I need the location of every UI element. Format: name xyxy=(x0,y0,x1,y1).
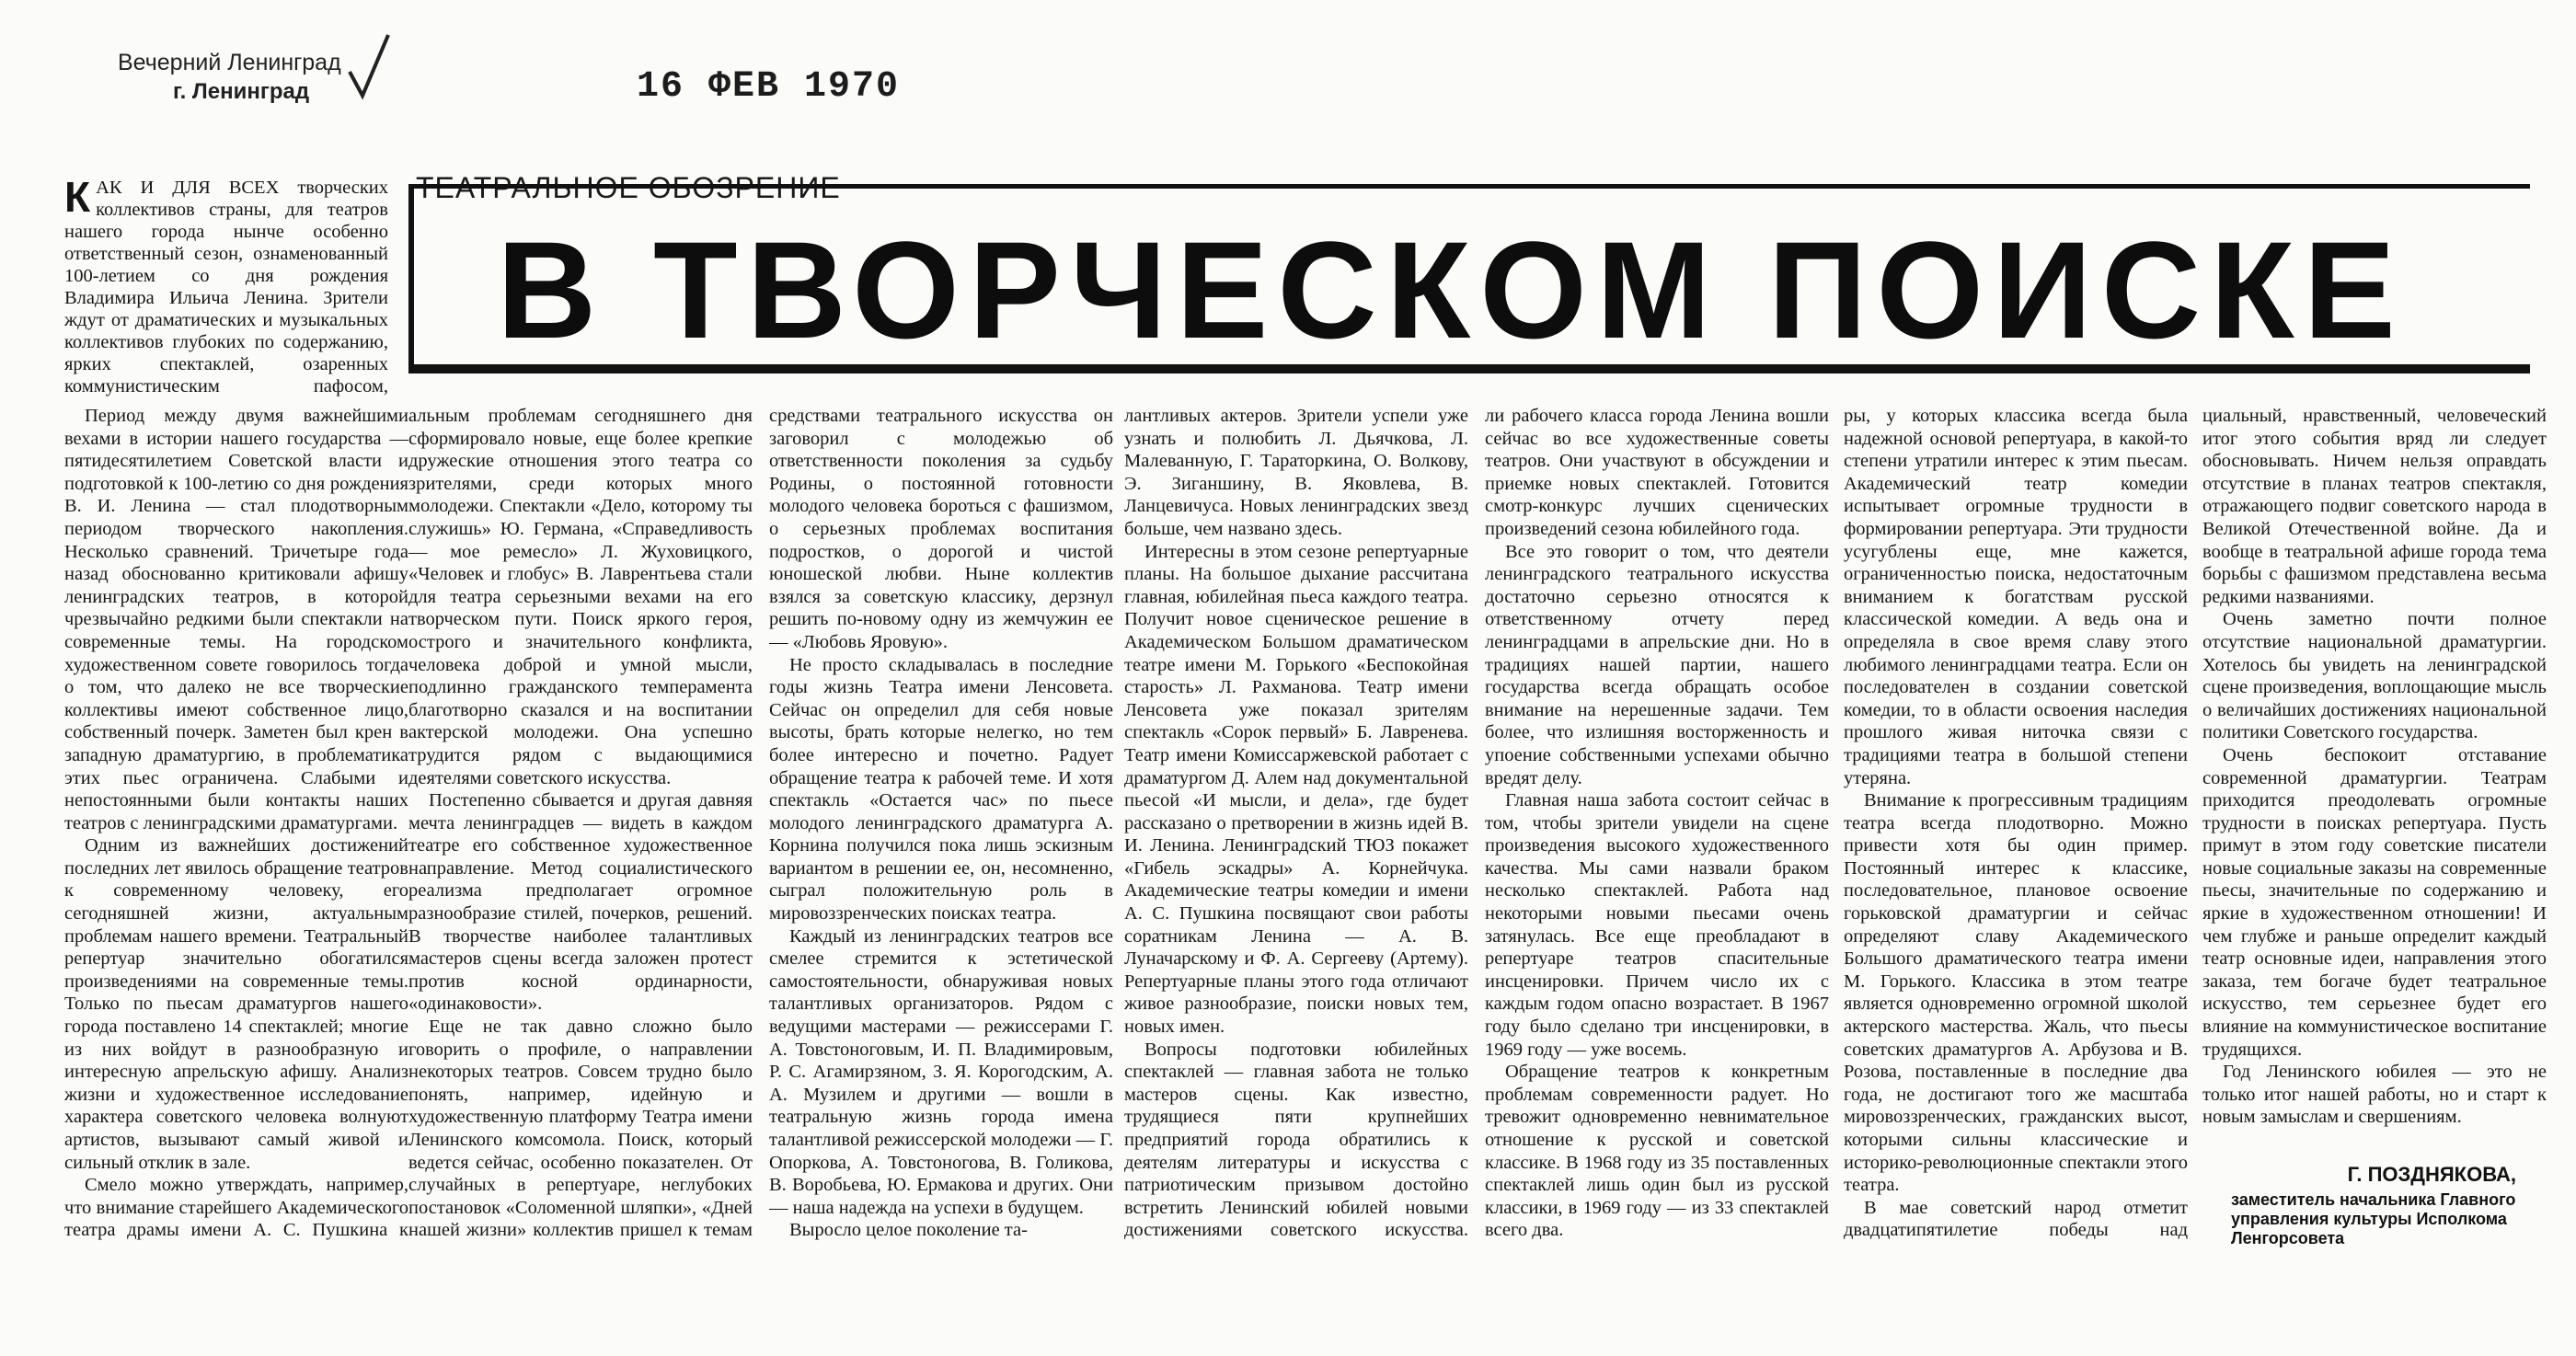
headline-left-bar xyxy=(408,184,414,373)
paragraph: Очень заметно почти полное отсутствие национальной драматургии. Хотелось бы увидеть на ленинградской сцене произведения, воплощающие мысль о величайших достижениях национальной политики Советского государства. xyxy=(2202,609,2547,743)
check-mark-icon xyxy=(346,31,392,101)
author-name: Г. ПОЗДНЯКОВА, xyxy=(2347,1163,2516,1186)
article-column-7 xyxy=(2202,405,2547,1154)
source-city: г. Ленинград xyxy=(173,79,310,104)
author-role: заместитель начальника Главного управления культуры Исполкома Ленгорсовета xyxy=(2231,1190,2516,1247)
paragraph: ли рабочего класса города Ленина вошли сейчас во все художественные советы театров. Они участвуют в обсуждении и приемке новых спектаклей. Готовится смотр-конкурс лучших сценических произведений сезона юбилейного года. xyxy=(1485,406,1829,539)
paragraph: В мае советский народ отметит двадцатипятилетие победы над xyxy=(1844,1197,2188,1241)
article-column-2 xyxy=(408,405,753,1242)
paragraph: Еще не так давно сложно было говорить о профиле, о направлении некоторых театров. Совсем трудно было понять, например, идейную и художественную платформу Театра имени Ленинского комсомола. Поиск, который ведется сейчас, особенно показателен. От случайных в репертуаре, неглубоких постановок «Соломенной шляпки», «Дней нашей жизни» коллектив пришел к темам xyxy=(408,1017,753,1241)
paragraph: Каждый из ленинградских театров все смелее стремится к эстетической самостоятельности, обнаруживая новых талантливых организаторов. Рядом с ведущими мастерами — режиссерами Г. А. Товстоноговым, И. П. Владимировым, Р. С. Агамирзяном, З. Я. Корогодским, А. А. Музилем и другими — вошли в театральную жизнь города имена талантливой режиссерской молодежи — Г. Опоркова, А. Товстоногова, В. Голикова, В. Воробьева, Ю. Ермакова и других. Они — наша надежда на успехи в будущем. xyxy=(769,925,1113,1218)
paragraph: Период между двумя важнейшими вехами в истории нашего государства — пятидесятилетием Советской власти и подготовкой к 100-летию со дня рождения В. И. Ленина — стал плодотворным периодом творческого накопления. Несколько сравнений. Тричетыре года назад обоснованно критиковали афишу ленинградских театров, в которой чрезвычайно редкими были спектакли на современные темы. На городском художественном совете говорилось тогда о том, что далеко не все творческие коллективы имеют собственное лицо, собственный почерк. Заметен был крен в западную драматургию, в проблематика этих пьес ограничена. Слабыми и непостоянными были контакты наших театров с ленинградскими драматургами. xyxy=(64,406,408,833)
paragraph: Не просто складывалась в последние годы жизнь Театра имени Ленсовета. Сейчас он определил для себя новые высоты, брать которые нелегко, но тем более интересно и почетно. Радует обращение театра к рабочей теме. И хотя спектакль «Остается час» по пьесе молодого ленинградского драматурга А. Корнина получился пока лишь эскизным вариантом в решении ее, он, несомненно, сыграл положительную роль в мировоззренческих поисках театра. xyxy=(769,654,1113,925)
paragraph: Главная наша забота состоит сейчас в том, чтобы зрители увидели на сцене произведения высокого художественного качества. Мы сами назвали браком несколько спектаклей. Работа над некоторыми новыми пьесами очень затянулась. Все еще преобладают в репертуаре театров спасительные инсценировки. Причем число их с каждым годом опасно возрастает. В 1967 году было сделано три инсценировки, в 1969 году — уже восемь. xyxy=(1485,790,1829,1060)
paragraph: средствами театрального искусства он заговорил с молодежью об ответственности поколения за судьбу Родины, о постоянной готовности молодого человека бороться с фашизмом, о серьезных проблемах воспитания подростков, о дорогой и чистой юношеской любви. Ныне коллектив взялся за советскую классику, дерзнул решить по-новому одну из жемчужин ее — «Любовь Яровую». xyxy=(769,406,1113,652)
article-headline: В ТВОРЧЕСКОМ ПОИСКЕ xyxy=(497,221,2405,359)
paragraph: Интересны в этом сезоне репертуарные планы. На большое дыхание рассчитана главная, юбилейная пьеса каждого театра. Получит новое сценическое решение в Академическом Большом драматическом театре имени М. Горького «Беспокойная старость» Л. Рахманова. Театр имени Ленсовета уже показал зрителям спектакль «Сорок первый» Б. Лавренева. Театр имени Комиссаржевской работает с драматургом Д. Алем над документальной пьесой «И мысли, и дела», где будет рассказано о претворении в жизнь идей В. И. Ленина. Ленинградский ТЮЗ покажет «Гибель эскадры» А. Корнейчука. Академические театры комедии и имени А. С. Пушкина посвящают свои работы соратникам Ленина — А. В. Луначарскому и Ф. А. Сергееву (Артему). Репертуарные планы этого года отличают живое разнообразие, поиски новых тем, новых имен. xyxy=(1124,541,1468,1038)
paragraph: Постепенно сбывается и другая давняя мечта ленинградцев — видеть в каждом театре его собственное художественное направление. Метод социалистического реализма предполагает огромное разнообразие стилей, почерков, решений. В творчестве наиболее талантливых мастеров сцены всегда заложен протест против косной ординарности, «одинаковости». xyxy=(408,790,753,1015)
article-column-1 xyxy=(64,405,408,1242)
paragraph: Год Ленинского юбилея — это не только итог нашей работы, но и старт к новым замыслам и свершениям. xyxy=(2202,1062,2547,1128)
article-column-6 xyxy=(1844,405,2188,1242)
paragraph: Выросло целое поколение та- xyxy=(789,1220,1028,1241)
headline-bottom-rule xyxy=(408,364,2530,373)
paragraph: Одним из важнейших достижений последних лет явилось обращение театров к современному человеку, его сегодняшней жизни, актуальным проблемам нашего времени. Театральный репертуар значительно обогатился произведениями на современные темы. Только по пьесам драматургов нашего города поставлено 14 спектаклей; многие из них войдут в разнообразную и интересную апрельскую афишу. Анализ жизни и художественное исследование характера советского человека волнуют артистов, вызывают самый живой и сильный отклик в зале. xyxy=(64,835,408,1173)
article-lead xyxy=(64,177,388,399)
paragraph: Все это говорит о том, что деятели ленинградского театрального искусства достаточно серьезно относятся к ответственному отчету перед ленинградцами в апрельские дни. Но в традициях нашей партии, нашего государства всегда обращать особое внимание на нерешенные задачи. Тем более, что излишняя восторженность и упоение собственными успехами обычно вредят делу. xyxy=(1485,541,1829,788)
paragraph: лантливых актеров. Зрители успели уже узнать и полюбить Л. Дьячкова, Л. Малеванную, Г. Тараторкина, О. Волкову, Э. Зиганшину, В. Яковлева, В. Ланцевичуса. Новых ленинградских звезд больше, чем названо здесь. xyxy=(1124,406,1468,539)
date-stamp: 16 ФЕВ 1970 xyxy=(637,66,901,108)
paragraph: Очень беспокоит отставание современной драматургии. Театрам приходится преодолевать огромные трудности в поисках репертуара. Пусть примут в этом году советские писатели новые социальные заказы на современные пьесы, значительные по содержанию и яркие в художественном отношении! И чем глубже и раньше определит каждый театр основные идеи, направления этого заказа, тем богаче будет театральное искусство, тем серьезнее будет его влияние на коммунистическое воспитание трудящихся. xyxy=(2202,744,2547,1060)
article-column-5 xyxy=(1485,405,1829,1242)
paragraph: Обращение театров к конкретным проблемам современности радует. Но тревожит одновременно невнимательное отношение к русской и советской классике. В 1968 году из 35 поставленных спектаклей лишь один был из русской классики, в 1969 году — из 33 спектаклей всего два. xyxy=(1485,1062,1829,1241)
paragraph: альным проблемам сегодняшнего дня сформировало новые, еще более крепкие дружеские отношения этого театра со зрителями, среди которых много молодежи. Спектакли «Дело, которому ты служишь» Ю. Германа, «Справедливость — мое ремесло» Л. Жуховицкого, «Человек и глобус» В. Лаврентьева стали для театра серьезными вехами на его творческом пути. Поиск яркого героя, острого и значительного конфликта, человека доброй и умной мысли, подлинно гражданского темперамента благотворно сказался и на воспитании актерской молодежи. Она успешно трудится рядом с выдающимися деятелями советского искусства. xyxy=(408,406,753,788)
paragraph: Вопросы подготовки юбилейных спектаклей — главная забота не только мастеров сцены. Как известно, трудящиеся пяти крупнейших предприятий города обратились к деятелям литературы и искусства с патриотическим призывом достойно встретить Ленинский юбилей новыми достижениями советского искусства. xyxy=(1124,1039,1468,1241)
headline-top-rule xyxy=(408,184,2530,189)
lead-text: АК И ДЛЯ ВСЕХ творческих коллективов страны, для театров нашего города нынче особенно ответственный сезон, ознаменованный 100-летием со дня рождения Владимира Ильича Ленина. Зрители ждут от драматических и музыкальных коллективов глубоких по содержанию, ярких спектаклей, озаренных коммунистическим пафосом, xyxy=(64,178,388,396)
paragraph: Внимание к прогрессивным традициям театра всегда плодотворно. Можно привести хотя бы один пример. Постоянный интерес к классике, последовательное, плановое освоение горьковской драматургии и сейчас определяют славу Академического Большого драматического театра имени М. Горького. Классика в этом театре является одновременно огромной школой актерского мастерства. Жаль, что пьесы советских драматургов А. Арбузова и В. Розова, поставленные в последние два года, не достигают того же масштаба мировоззренческих, гражданских высот, которыми сильны классические и историко-революционные спектакли этого театра. xyxy=(1844,790,2188,1196)
drop-cap: К xyxy=(64,177,91,221)
paragraph: ры, у которых классика всегда была надежной основой репертуара, в какой-то степени утратили интерес к этим пьесам. Академический театр комедии испытывает огромные трудности в формировании репертуара. Эти трудности усугублены еще, мне кажется, ограниченностью поиска, недостаточным вниманием к богатствам русской классической комедии. А ведь она и определяла в свое время славу этого любимого ленинградцами театра. Если он последователен в создании советской комедии, то в области освоения наследия прошлого живая ниточка связи с традициями театра в большой степени утеряна. xyxy=(1844,406,2188,788)
source-newspaper-name: Вечерний Ленинград xyxy=(118,50,341,75)
article-column-3 xyxy=(769,405,1113,1242)
paragraph: циальный, нравственный, человеческий итог этого события вряд ли следует обосновывать. Ничем нельзя оправдать отсутствие в планах театров спектакля, отражающего подвиг советского народа в Великой Отечественной войне. Да и вообще в театральной афише города тема борьбы с фашизмом представлена весьма редкими названиями. xyxy=(2202,406,2547,607)
article-column-4 xyxy=(1124,405,1468,1242)
author-signature xyxy=(2231,1163,2516,1248)
paragraph: Смело можно утверждать, например, что внимание старейшего Академического театра драмы имени А. С. Пушкина к xyxy=(64,1175,408,1241)
